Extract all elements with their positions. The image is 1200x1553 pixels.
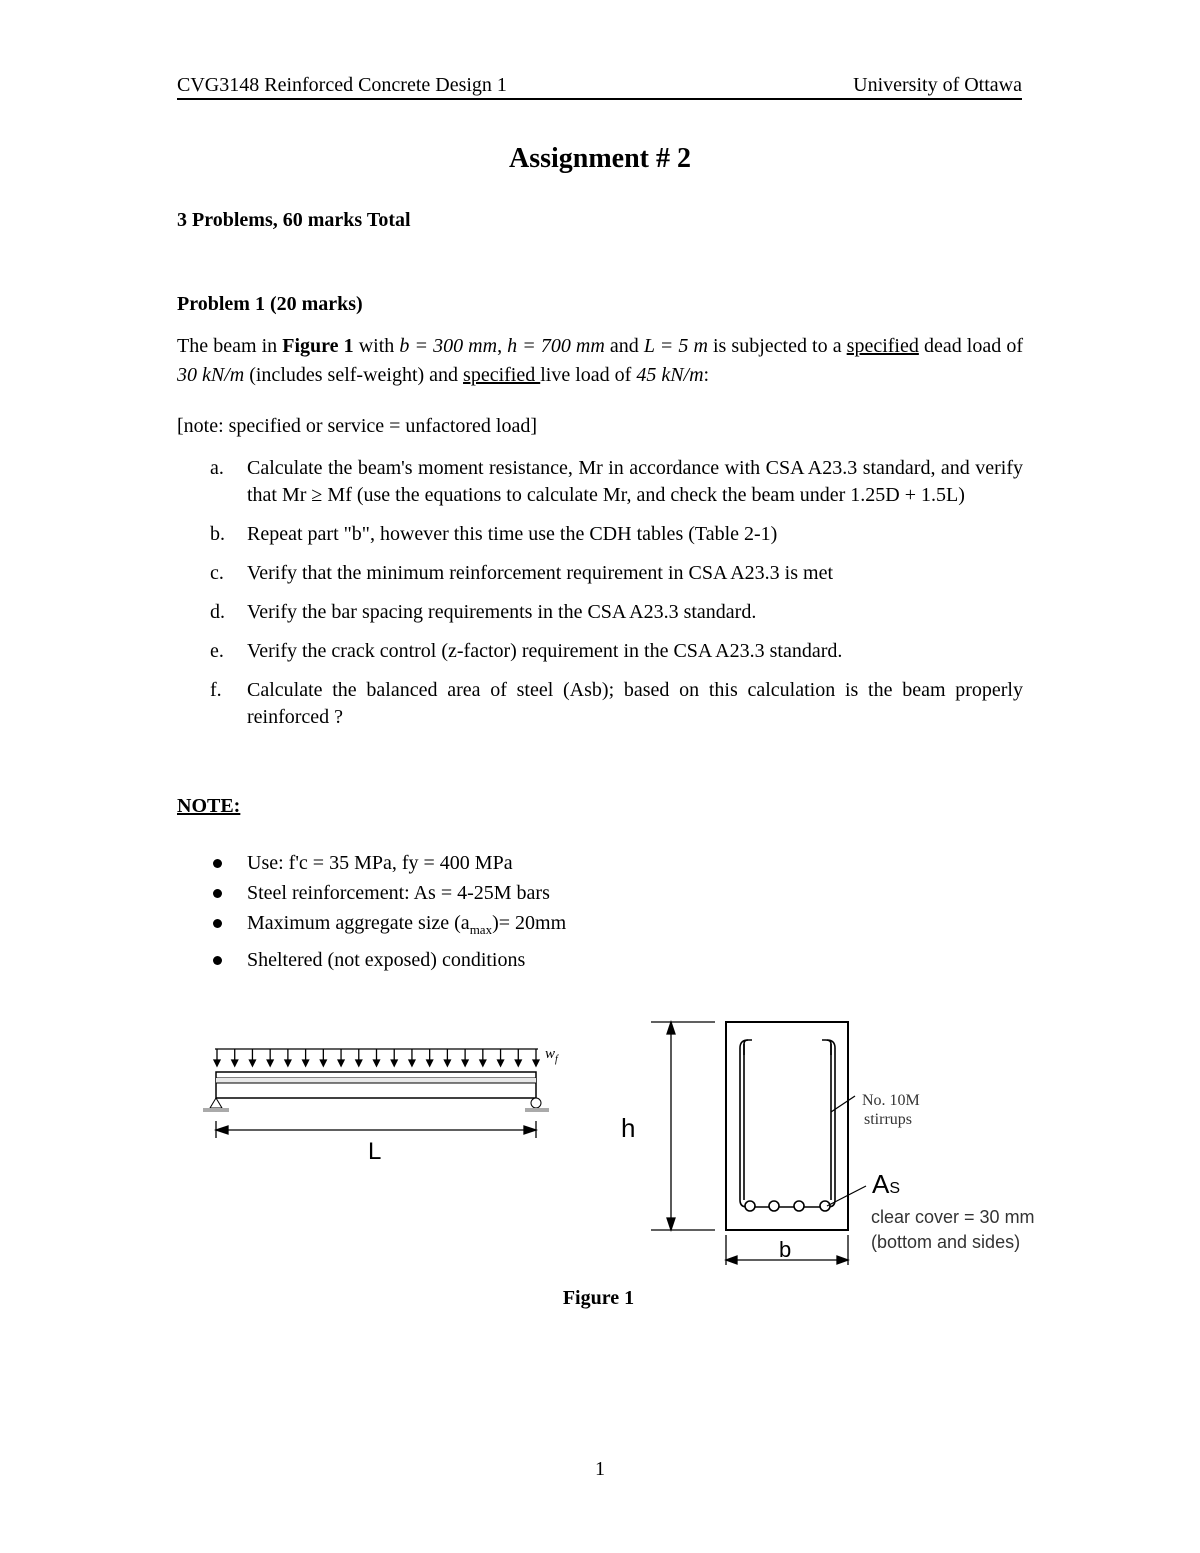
bullet-icon [213, 889, 222, 898]
roller-support [525, 1098, 549, 1112]
stirrup-label-2: stirrups [864, 1111, 912, 1128]
problem-1-parts [210, 455, 1023, 743]
assignment-title: Assignment # 2 [508, 143, 691, 174]
width-value: b = 300 mm [399, 335, 498, 357]
problem-1-intro: The beam in Figure 1 with b = 300 mm, h = 700 mm and L = 5 m is subjected to a specified dead load of 30 kN/m (includes self-weight) and specified live load of 45 kN/m: [177, 335, 1023, 386]
dead-load-value: 30 kN/m [177, 364, 245, 386]
problem-1-note: [note: specified or service = unfactored load] [177, 415, 538, 437]
assignment-subtitle: 3 Problems, 60 marks Total [177, 209, 411, 231]
list-item: Use: f'c = 35 MPa, fy = 400 MPa [210, 848, 566, 878]
figure-caption: Figure 1 [562, 1287, 635, 1309]
page-number: 1 [595, 1458, 605, 1480]
stirrup-label: No. 10M [862, 1092, 920, 1109]
university-name: University of Ottawa [853, 74, 1022, 96]
page-header [177, 74, 1022, 100]
load-label: $w_f$ [545, 1046, 558, 1065]
rebar [769, 1201, 779, 1211]
height-value: h = 700 mm [507, 335, 605, 357]
list-item: a. Calculate the beam's moment resistance, Mr in accordance with CSA A23.3 standard, and verify that Mr ≥ Mf (use the equations to calculate Mr, and check the beam under 1.25D + 1.5L) [210, 457, 1023, 506]
list-item: b. Repeat part "b", however this time use the CDH tables (Table 2-1) [210, 523, 778, 545]
span-dimension [216, 1121, 536, 1138]
figure-reference: Figure 1 [282, 335, 354, 357]
height-label: h [621, 1113, 636, 1143]
note-heading: NOTE: [177, 795, 241, 817]
list-item: d. Verify the bar spacing requirements in the CSA A23.3 standard. [210, 601, 757, 623]
span-label: L [368, 1138, 382, 1165]
list-item: Steel reinforcement: As = 4-25M bars [210, 878, 566, 908]
list-item: Sheltered (not exposed) conditions [210, 945, 566, 975]
distributed-load-arrows [214, 1049, 539, 1066]
bullet-icon [213, 859, 222, 868]
beam-cross-section-diagram [600, 1010, 1070, 1275]
clear-cover-label-2: (bottom and sides) [871, 1232, 1021, 1252]
width-label: b [779, 1237, 792, 1262]
length-value: L = 5 m [643, 335, 708, 357]
list-item: f. Calculate the balanced area of steel (Asb); based on this calculation is the beam properly reinforced ? [210, 679, 1023, 728]
beam-member [216, 1072, 536, 1098]
course-title: CVG3148 Reinforced Concrete Design 1 [177, 74, 507, 96]
list-item: Maximum aggregate size $(a_{max})= 20mm$ [210, 908, 566, 945]
list-item: e. Verify the crack control (z-factor) requirement in the CSA A23.3 standard. [210, 640, 843, 662]
problem-1-heading: Problem 1 (20 marks) [177, 293, 363, 315]
steel-area-label: AS [872, 1169, 901, 1199]
rebar [820, 1201, 830, 1211]
height-dimension [651, 1022, 715, 1230]
live-load-value: 45 kN/m [636, 364, 704, 386]
list-item: c. Verify that the minimum reinforcement requirement in CSA A23.3 is met [210, 562, 833, 584]
bullet-icon [213, 919, 222, 928]
rebar [745, 1201, 755, 1211]
pin-support [203, 1098, 229, 1112]
bullet-icon [213, 956, 222, 965]
note-bullets [210, 848, 566, 975]
beam-elevation-diagram [200, 1035, 580, 1165]
clear-cover-label: clear cover = 30 mm [871, 1207, 1035, 1227]
rebar [794, 1201, 804, 1211]
